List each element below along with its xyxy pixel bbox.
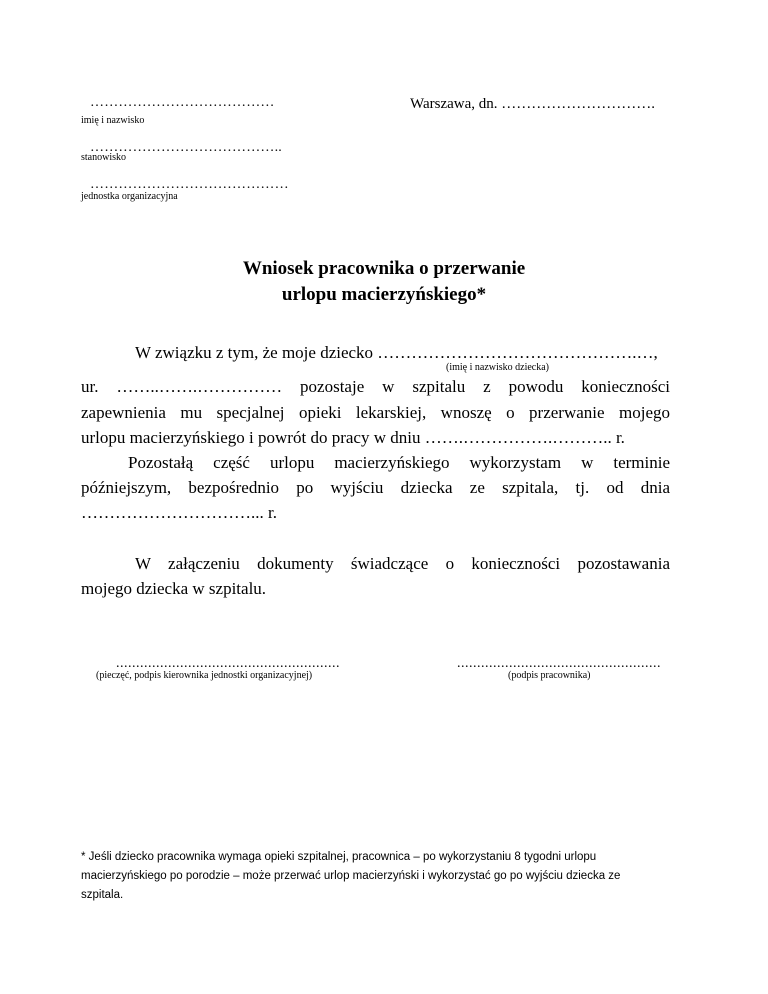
- body-line-5: Pozostałą część urlopu macierzyńskiego wykorzystam w terminie: [128, 453, 670, 472]
- body-line-9: mojego dziecka w szpitalu.: [81, 579, 267, 598]
- child-name-label: (imię i nazwisko dziecka): [446, 362, 550, 373]
- name-dots: …………………………………: [90, 95, 275, 110]
- body-line-3: zapewnienia mu specjalnej opieki lekarskiej, wnoszę o przerwanie mojego: [81, 403, 670, 422]
- body-line-8: W załączeniu dokumenty świadczące o konieczności pozostawania: [135, 554, 670, 573]
- unit-dots: ……………………………………: [90, 177, 289, 192]
- body-line-1: W związku z tym, że moje dziecko ……………………………………….…,: [135, 343, 658, 362]
- footnote-line-3: szpitala.: [81, 889, 124, 901]
- footnote-line-2: macierzyńskiego po porodzie – może przerwać urlop macierzyński i wykorzystać go po wyjściu dziecka ze: [81, 870, 621, 882]
- position-label: stanowisko: [81, 152, 126, 163]
- body-line-7: …………………………... r.: [81, 503, 277, 522]
- manager-signature-dots: ........................................................: [116, 656, 340, 671]
- footnote-line-1: * Jeśli dziecko pracownika wymaga opieki szpitalnej, pracownica – po wykorzystaniu 8 tygodni urlopu: [81, 851, 597, 863]
- document-title-line1: Wniosek pracownika o przerwanie: [242, 258, 526, 279]
- name-label: imię i nazwisko: [81, 115, 145, 126]
- body-line-2: ur. ……..…….…………… pozostaje w szpitalu z powodu konieczności: [81, 377, 670, 396]
- document-title-line2: urlopu macierzyńskiego*: [281, 284, 487, 305]
- manager-signature-label: (pieczęć, podpis kierownika jednostki organizacyjnej): [96, 670, 313, 681]
- place-date: Warszawa, dn. ………………………….: [410, 96, 656, 112]
- employee-signature-dots: ...................................................: [457, 656, 661, 671]
- unit-label: jednostka organizacyjna: [81, 191, 178, 202]
- employee-signature-label: (podpis pracownika): [508, 670, 591, 681]
- body-line-4: urlopu macierzyńskiego i powrót do pracy w dniu …….…………….……….. r.: [81, 428, 625, 447]
- footnote: [81, 848, 641, 905]
- body-line-6: późniejszym, bezpośrednio po wyjściu dziecka ze szpitala, tj. od dnia: [81, 478, 670, 497]
- position-dots: …………………………………..: [90, 140, 282, 155]
